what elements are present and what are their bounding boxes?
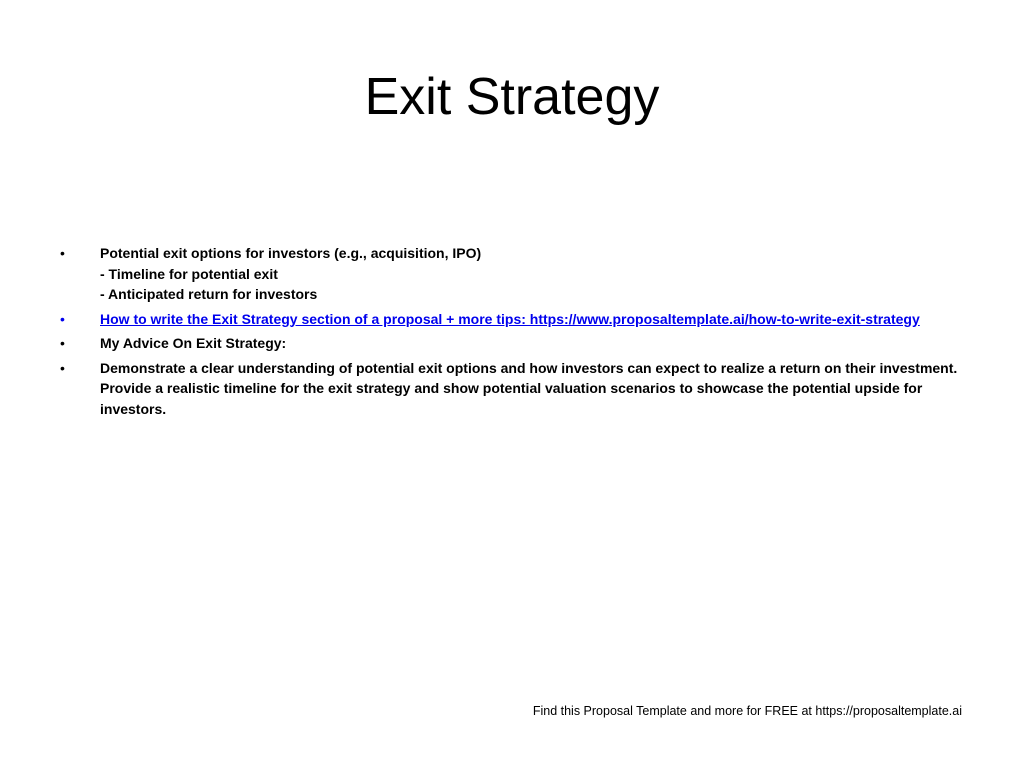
bullet-exit-options [58,243,958,305]
bullet-marker: • [60,245,65,261]
slide-title: Exit Strategy [364,68,660,126]
advice-heading-text: My Advice On Exit Strategy: [100,335,287,351]
how-to-write-exit-strategy-link[interactable]: How to write the Exit Strategy section of a proposal + more tips: https://www.proposaltemplate.ai/how-to-write-exit-strategy [100,310,920,327]
bullet-marker: • [60,359,65,376]
bullet-how-to-link [58,309,958,330]
advice-body-text: Demonstrate a clear understanding of potential exit options and how investors can expect to realize a return on their investment. Provide a realistic timeline for the exit strategy and show potential valuation scenarios to showcase the potential upside for investors. [100,359,958,417]
bullet-marker: • [60,310,65,327]
bullet-advice-heading [58,333,958,354]
bullet-advice-body [58,358,958,420]
footer-note: Find this Proposal Template and more for FREE at https://proposaltemplate.ai [532,704,962,718]
bullet-marker: • [60,335,65,351]
bullet-line: - Timeline for potential exit [100,265,278,282]
bullet-list [58,243,958,423]
bullet-line: - Anticipated return for investors [100,286,318,302]
bullet-line: Potential exit options for investors (e.g., acquisition, IPO) [100,245,482,261]
